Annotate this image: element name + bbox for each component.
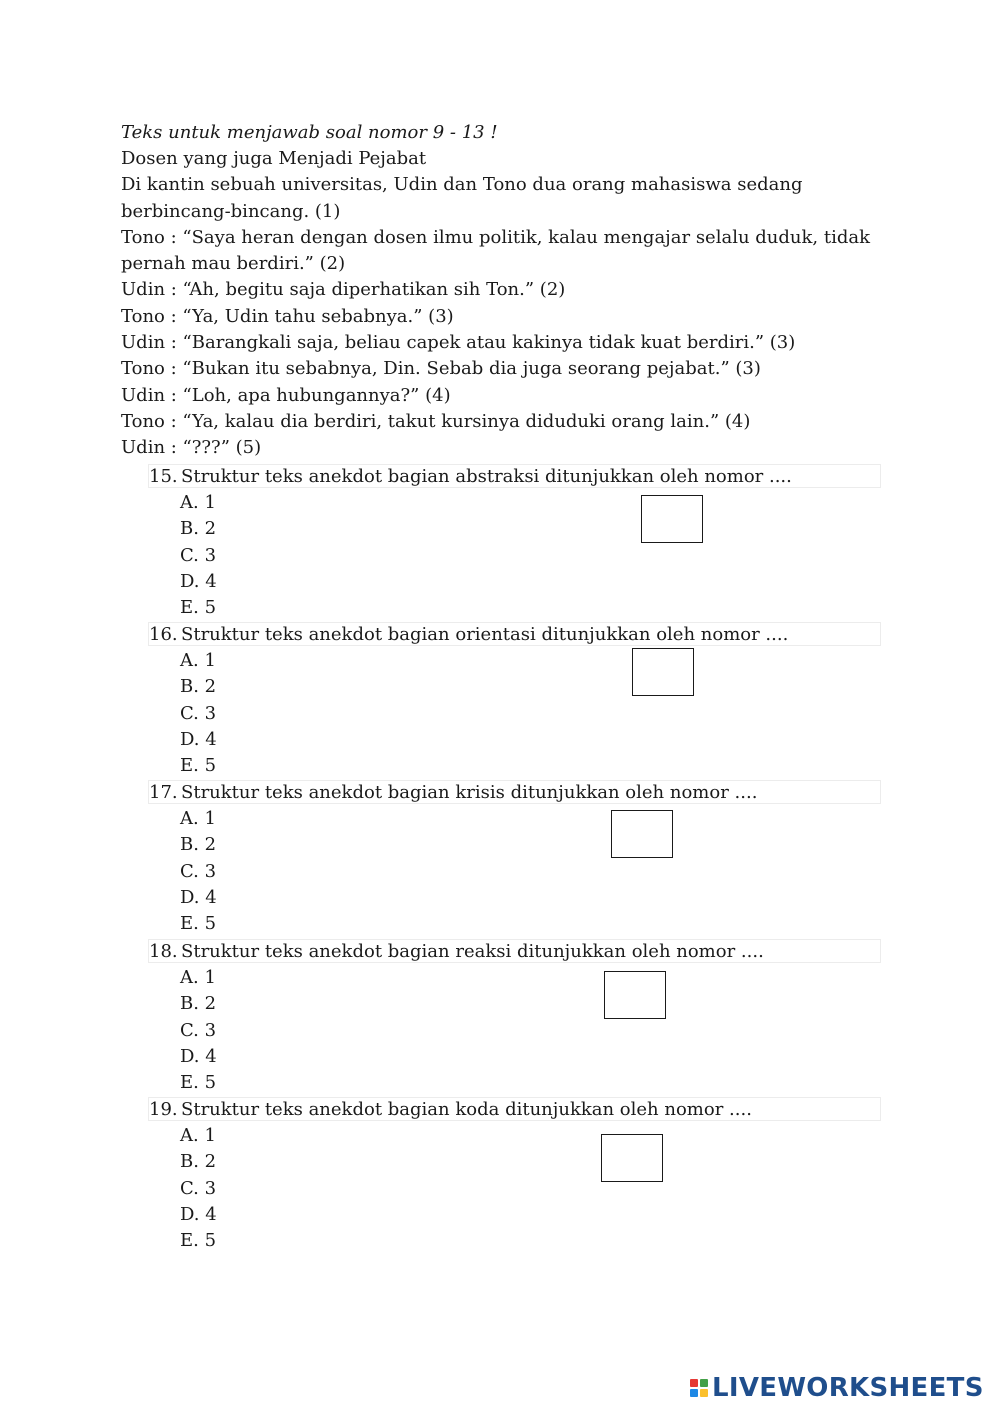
question-number: 15. bbox=[149, 466, 178, 487]
passage bbox=[121, 146, 881, 462]
question-16 bbox=[148, 622, 881, 646]
passage-line: Tono : “Bukan itu sebabnya, Din. Sebab dia juga seorang pejabat.” (3) bbox=[121, 358, 761, 380]
option-c: C. 3 bbox=[180, 860, 217, 882]
options-18 bbox=[180, 965, 217, 1096]
answer-box-18[interactable] bbox=[604, 971, 666, 1019]
logo-square bbox=[690, 1389, 698, 1397]
passage-line: Di kantin sebuah universitas, Udin dan Tono dua orang mahasiswa sedang berbincang-bincang. (1) bbox=[121, 174, 803, 222]
question-text: Struktur teks anekdot bagian orientasi ditunjukkan oleh nomor .... bbox=[181, 624, 789, 645]
option-a: A. 1 bbox=[180, 967, 216, 988]
logo-square bbox=[700, 1379, 708, 1387]
option-a: A. 1 bbox=[180, 808, 216, 829]
option-b: B. 2 bbox=[180, 1151, 217, 1173]
answer-box-15[interactable] bbox=[641, 495, 703, 543]
answer-box-19[interactable] bbox=[601, 1134, 663, 1182]
option-d: D. 4 bbox=[180, 1045, 217, 1067]
passage-line: Tono : “Ya, Udin tahu sebabnya.” (3) bbox=[121, 305, 454, 327]
options-17 bbox=[180, 806, 217, 937]
option-d: D. 4 bbox=[180, 570, 217, 592]
passage-title: Dosen yang juga Menjadi Pejabat bbox=[121, 148, 427, 169]
option-d: D. 4 bbox=[180, 728, 217, 750]
option-d: D. 4 bbox=[180, 1203, 217, 1225]
question-text: Struktur teks anekdot bagian reaksi ditunjukkan oleh nomor .... bbox=[181, 941, 764, 962]
answer-box-17[interactable] bbox=[611, 810, 673, 858]
question-number: 16. bbox=[149, 624, 178, 645]
question-15 bbox=[148, 464, 881, 488]
question-number: 18. bbox=[149, 941, 178, 962]
option-e: E. 5 bbox=[180, 597, 217, 619]
option-e: E. 5 bbox=[180, 913, 217, 935]
liveworksheets-logo-icon bbox=[690, 1379, 708, 1397]
passage-line: Udin : “Ah, begitu saja diperhatikan sih Ton.” (2) bbox=[121, 279, 566, 301]
question-18 bbox=[148, 939, 881, 963]
question-number: 17. bbox=[149, 782, 178, 803]
option-c: C. 3 bbox=[180, 544, 217, 566]
passage-line: Tono : “Saya heran dengan dosen ilmu politik, kalau mengajar selalu duduk, tidak pernah mau berdiri.” (2) bbox=[121, 226, 871, 275]
logo-square bbox=[690, 1379, 698, 1387]
option-b: B. 2 bbox=[180, 993, 217, 1015]
logo-square bbox=[700, 1389, 708, 1397]
option-b: B. 2 bbox=[180, 518, 217, 540]
option-a: A. 1 bbox=[180, 650, 216, 671]
option-c: C. 3 bbox=[180, 1019, 217, 1041]
passage-line: Udin : “Barangkali saja, beliau capek atau kakinya tidak kuat berdiri.” (3) bbox=[121, 332, 796, 354]
option-d: D. 4 bbox=[180, 886, 217, 908]
options-19 bbox=[180, 1123, 217, 1254]
option-e: E. 5 bbox=[180, 755, 217, 777]
option-c: C. 3 bbox=[180, 1177, 217, 1199]
option-b: B. 2 bbox=[180, 834, 217, 856]
question-text: Struktur teks anekdot bagian koda ditunjukkan oleh nomor .... bbox=[181, 1099, 752, 1120]
options-16 bbox=[180, 648, 217, 779]
option-e: E. 5 bbox=[180, 1230, 217, 1252]
options-15 bbox=[180, 490, 217, 621]
answer-box-16[interactable] bbox=[632, 648, 694, 696]
question-number: 19. bbox=[149, 1099, 178, 1120]
passage-line: Tono : “Ya, kalau dia berdiri, takut kursinya diduduki orang lain.” (4) bbox=[121, 410, 751, 432]
option-a: A. 1 bbox=[180, 1125, 216, 1146]
passage-line: Udin : “Loh, apa hubungannya?” (4) bbox=[121, 384, 451, 406]
option-e: E. 5 bbox=[180, 1072, 217, 1094]
option-b: B. 2 bbox=[180, 676, 217, 698]
option-c: C. 3 bbox=[180, 702, 217, 724]
question-19 bbox=[148, 1097, 881, 1121]
section-heading: Teks untuk menjawab soal nomor 9 - 13 ! bbox=[121, 122, 498, 143]
question-text: Struktur teks anekdot bagian krisis ditunjukkan oleh nomor .... bbox=[181, 782, 758, 803]
question-17 bbox=[148, 780, 881, 804]
liveworksheets-brand[interactable] bbox=[690, 1373, 984, 1403]
question-text: Struktur teks anekdot bagian abstraksi ditunjukkan oleh nomor .... bbox=[181, 466, 792, 487]
passage-line: Udin : “???” (5) bbox=[121, 437, 262, 459]
brand-name: LIVEWORKSHEETS bbox=[712, 1373, 984, 1403]
option-a: A. 1 bbox=[180, 492, 216, 513]
